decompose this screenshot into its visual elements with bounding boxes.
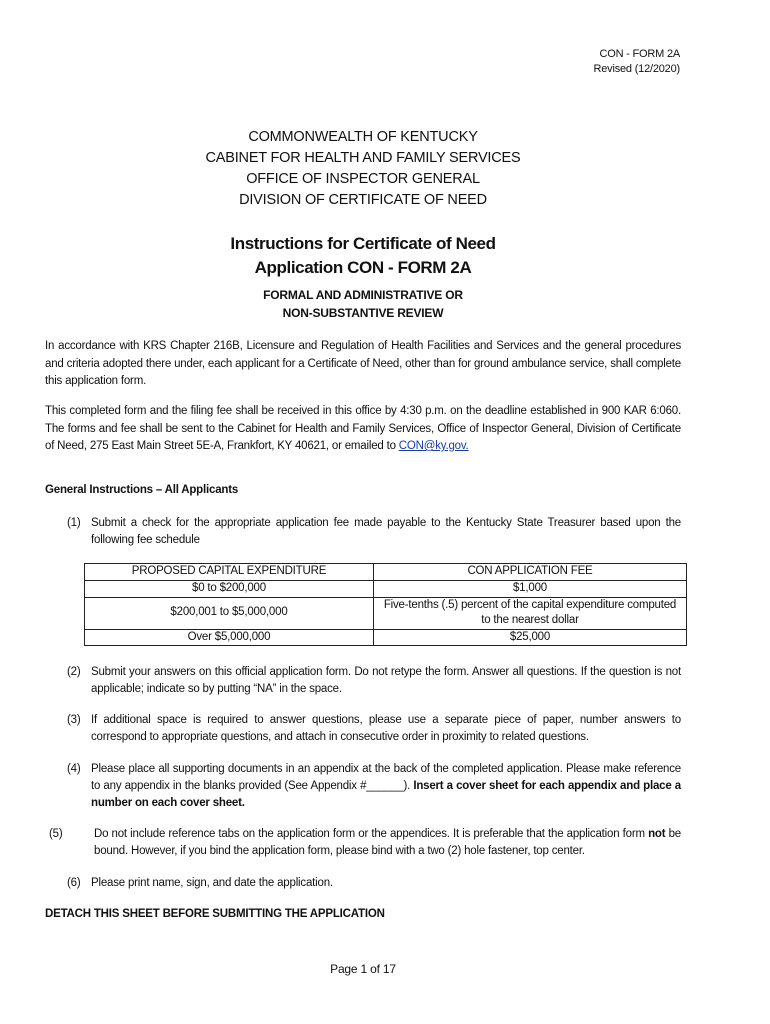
filing-text: This completed form and the filing fee shall be received in this office by 4:30 p.m. on the deadline established in 900 KAR 6:060. The forms and fee shall be sent to the Cabinet for Health and Family Services, Office of Inspector General, Division of Certificate of Need, 275 East Main Street 5E-A, Frankfort, KY 40621, or emailed to bbox=[45, 405, 681, 452]
instruction-text-wrapper bbox=[67, 761, 681, 812]
instruction-text-wrapper bbox=[49, 826, 681, 860]
revision-date: Revised (12/2020) bbox=[593, 63, 680, 75]
instruction-3 bbox=[67, 712, 681, 746]
title-line-2: Application CON - FORM 2A bbox=[254, 258, 472, 277]
instruction-1 bbox=[67, 515, 681, 549]
intro-paragraph: In accordance with KRS Chapter 216B, Licensure and Regulation of Health Facilities and Services and the general procedures and criteria adopted there under, each applicant for a Certificate of Need, other than for ground ambulance service, shall complete this application form. bbox=[45, 340, 681, 387]
instruction-2 bbox=[67, 664, 681, 698]
table-cell: Over $5,000,000 bbox=[85, 629, 374, 646]
general-instructions-heading: General Instructions – All Applicants bbox=[45, 484, 239, 496]
detach-notice: DETACH THIS SHEET BEFORE SUBMITTING THE APPLICATION bbox=[45, 908, 385, 920]
table-row bbox=[85, 597, 687, 629]
instruction-number: (4) bbox=[67, 763, 81, 775]
agency-line-4: DIVISION OF CERTIFICATE OF NEED bbox=[239, 192, 487, 208]
instruction-text: Do not include reference tabs on the application form or the appendices. It is preferable that the application form bbox=[94, 828, 645, 840]
agency-line-3: OFFICE OF INSPECTOR GENERAL bbox=[246, 171, 480, 187]
instruction-text: Please print name, sign, and date the application. bbox=[91, 877, 333, 889]
table-row bbox=[85, 629, 687, 646]
column-header: PROPOSED CAPITAL EXPENDITURE bbox=[85, 564, 374, 581]
instruction-number: (2) bbox=[67, 666, 81, 678]
subtitle-line-2: NON-SUBSTANTIVE REVIEW bbox=[282, 306, 444, 320]
form-number: CON - FORM 2A bbox=[599, 48, 680, 60]
email-link[interactable]: CON@ky.gov. bbox=[398, 440, 469, 452]
instruction-bold-text: Insert a cover sheet for each appendix and place a number on each cover sheet. bbox=[91, 780, 681, 809]
agency-header bbox=[0, 127, 726, 211]
page-number: Page 1 of 17 bbox=[330, 962, 396, 976]
instruction-text: Submit your answers on this official application form. Do not retype the form. Answer all questions. If the question is not applicable; indicate so by putting “NA” in the space. bbox=[91, 666, 681, 695]
instruction-number: (1) bbox=[67, 517, 81, 529]
table-header-row bbox=[85, 564, 687, 581]
form-identifier bbox=[594, 47, 681, 77]
instruction-6 bbox=[67, 875, 681, 892]
table-cell: $0 to $200,000 bbox=[85, 581, 374, 598]
table-cell: Five-tenths (.5) percent of the capital expenditure computed to the nearest dollar bbox=[373, 597, 686, 629]
subtitle-line-1: FORMAL AND ADMINISTRATIVE OR bbox=[263, 288, 463, 302]
instruction-text: Please place all supporting documents in an appendix at the back of the completed application. Please make reference to any appendix in the blanks provided (See Appendix #______). bbox=[91, 763, 681, 792]
agency-line-1: COMMONWEALTH OF KENTUCKY bbox=[248, 129, 478, 145]
instruction-number: (6) bbox=[67, 877, 81, 889]
table-cell: $200,001 to $5,000,000 bbox=[85, 597, 374, 629]
instruction-5 bbox=[49, 826, 681, 860]
review-type bbox=[0, 286, 726, 322]
document-title bbox=[0, 232, 726, 280]
instruction-bold-text: not bbox=[648, 828, 666, 840]
table-row bbox=[85, 581, 687, 598]
filing-paragraph bbox=[45, 403, 681, 456]
instruction-number: (3) bbox=[67, 714, 81, 726]
instruction-text: If additional space is required to answer questions, please use a separate piece of paper, number answers to correspond to appropriate questions, and attach in consecutive order in proximity to related questions. bbox=[91, 714, 681, 743]
instruction-4 bbox=[67, 761, 681, 812]
instruction-text: Submit a check for the appropriate application fee made payable to the Kentucky State Treasurer based upon the following fee schedule bbox=[91, 517, 681, 546]
column-header: CON APPLICATION FEE bbox=[373, 564, 686, 581]
fee-schedule-table bbox=[84, 563, 687, 646]
instruction-number: (5) bbox=[49, 828, 63, 840]
table-cell: $1,000 bbox=[373, 581, 686, 598]
agency-line-2: CABINET FOR HEALTH AND FAMILY SERVICES bbox=[205, 150, 521, 166]
instruction-text-continued: be bound. However, if you bind the application form, please bind with a two (2) hole fastener, top center. bbox=[94, 828, 681, 857]
table-cell: $25,000 bbox=[373, 629, 686, 646]
title-line-1: Instructions for Certificate of Need bbox=[230, 234, 496, 253]
